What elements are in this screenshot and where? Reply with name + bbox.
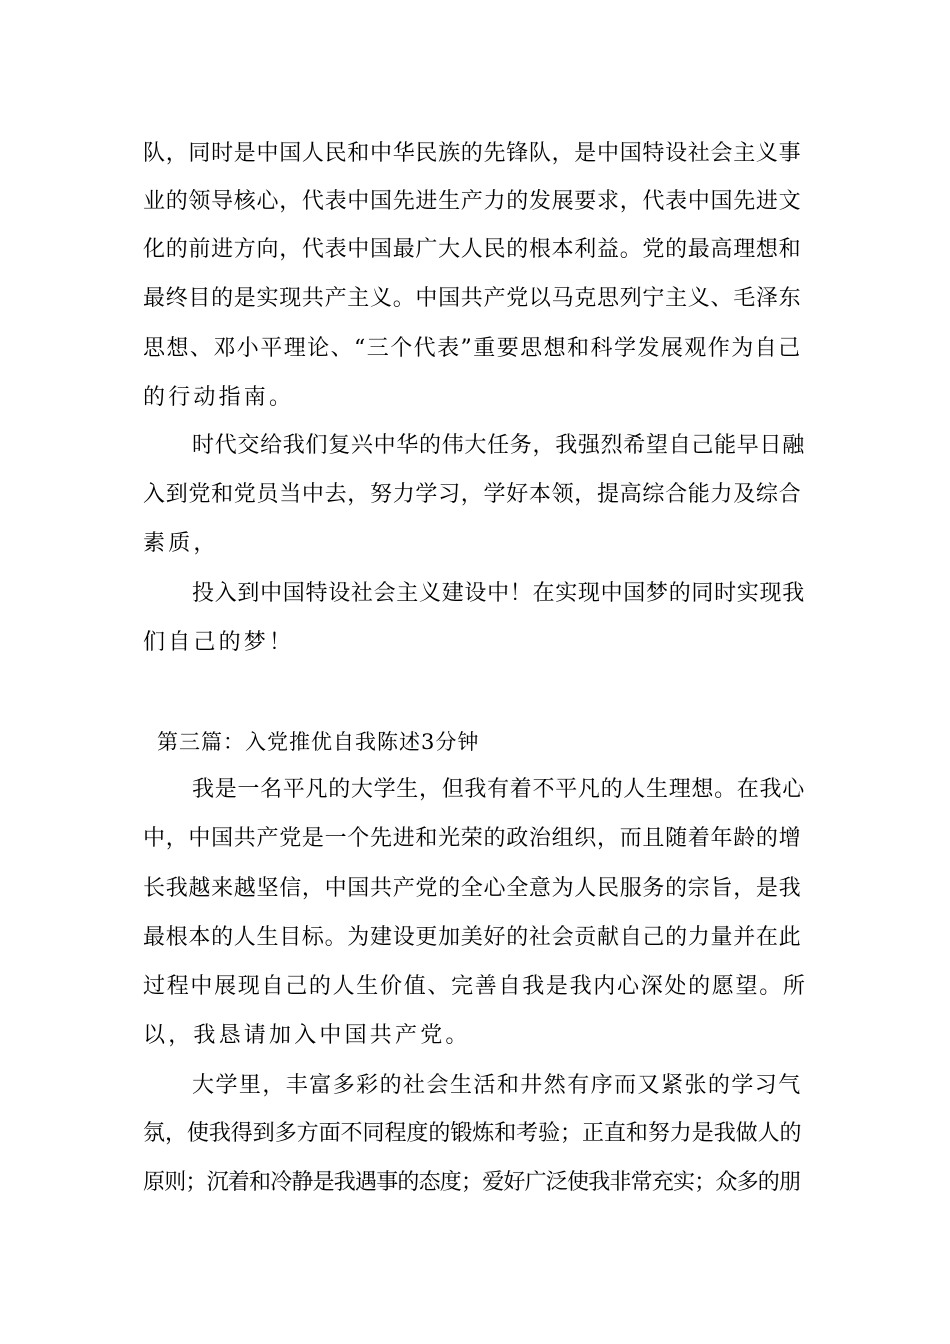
- paragraph-line: 原则；沉着和冷静是我遇事的态度；爱好广泛使我非常充实；众多的朋: [143, 1170, 801, 1195]
- paragraph-line: 过程中展现自己的人生价值、完善自我是我内心深处的愿望。所: [143, 974, 807, 999]
- section-heading: 第三篇：入党推优自我陈述3分钟: [157, 730, 480, 754]
- paragraph-line: 队，同时是中国人民和中华民族的先锋队，是中国特设社会主义事: [143, 141, 802, 166]
- paragraph-line: 长我越来越坚信，中国共产党的全心全意为人民服务的宗旨，是我: [143, 876, 802, 901]
- paragraph-line: 大学里，丰富多彩的社会生活和井然有序而又紧张的学习气: [192, 1073, 802, 1098]
- paragraph-line: 化的前进方向，代表中国最广大人民的根本利益。党的最高理想和: [143, 237, 802, 262]
- paragraph-line: 们自己的梦！: [143, 630, 295, 655]
- paragraph-line: 时代交给我们复兴中华的伟大任务，我强烈希望自己能早日融: [192, 433, 805, 458]
- paragraph-line: 投入到中国特设社会主义建设中！在实现中国梦的同时实现我: [192, 581, 805, 606]
- paragraph-line: 入到党和党员当中去，努力学习，学好本领，提高综合能力及综合: [143, 482, 802, 507]
- paragraph-line: 以，我恳请加入中国共产党。: [143, 1023, 471, 1048]
- paragraph-line: 业的领导核心，代表中国先进生产力的发展要求，代表中国先进文: [143, 189, 802, 214]
- paragraph-line: 最终目的是实现共产主义。中国共产党以马克思列宁主义、毛泽东: [143, 286, 802, 311]
- paragraph-line: 思想、邓小平理论、“三个代表”重要思想和科学发展观作为自己: [143, 336, 802, 361]
- paragraph-line: 我是一名平凡的大学生，但我有着不平凡的人生理想。在我心: [192, 777, 805, 802]
- paragraph-line: 素质，: [143, 531, 219, 556]
- paragraph-line: 中，中国共产党是一个先进和光荣的政治组织，而且随着年龄的增: [143, 826, 802, 851]
- paragraph-line: 氛，使我得到多方面不同程度的锻炼和考验；正直和努力是我做人的: [143, 1121, 802, 1146]
- paragraph-line: 最根本的人生目标。为建设更加美好的社会贡献自己的力量并在此: [143, 925, 802, 950]
- paragraph-line: 的行动指南。: [143, 385, 295, 410]
